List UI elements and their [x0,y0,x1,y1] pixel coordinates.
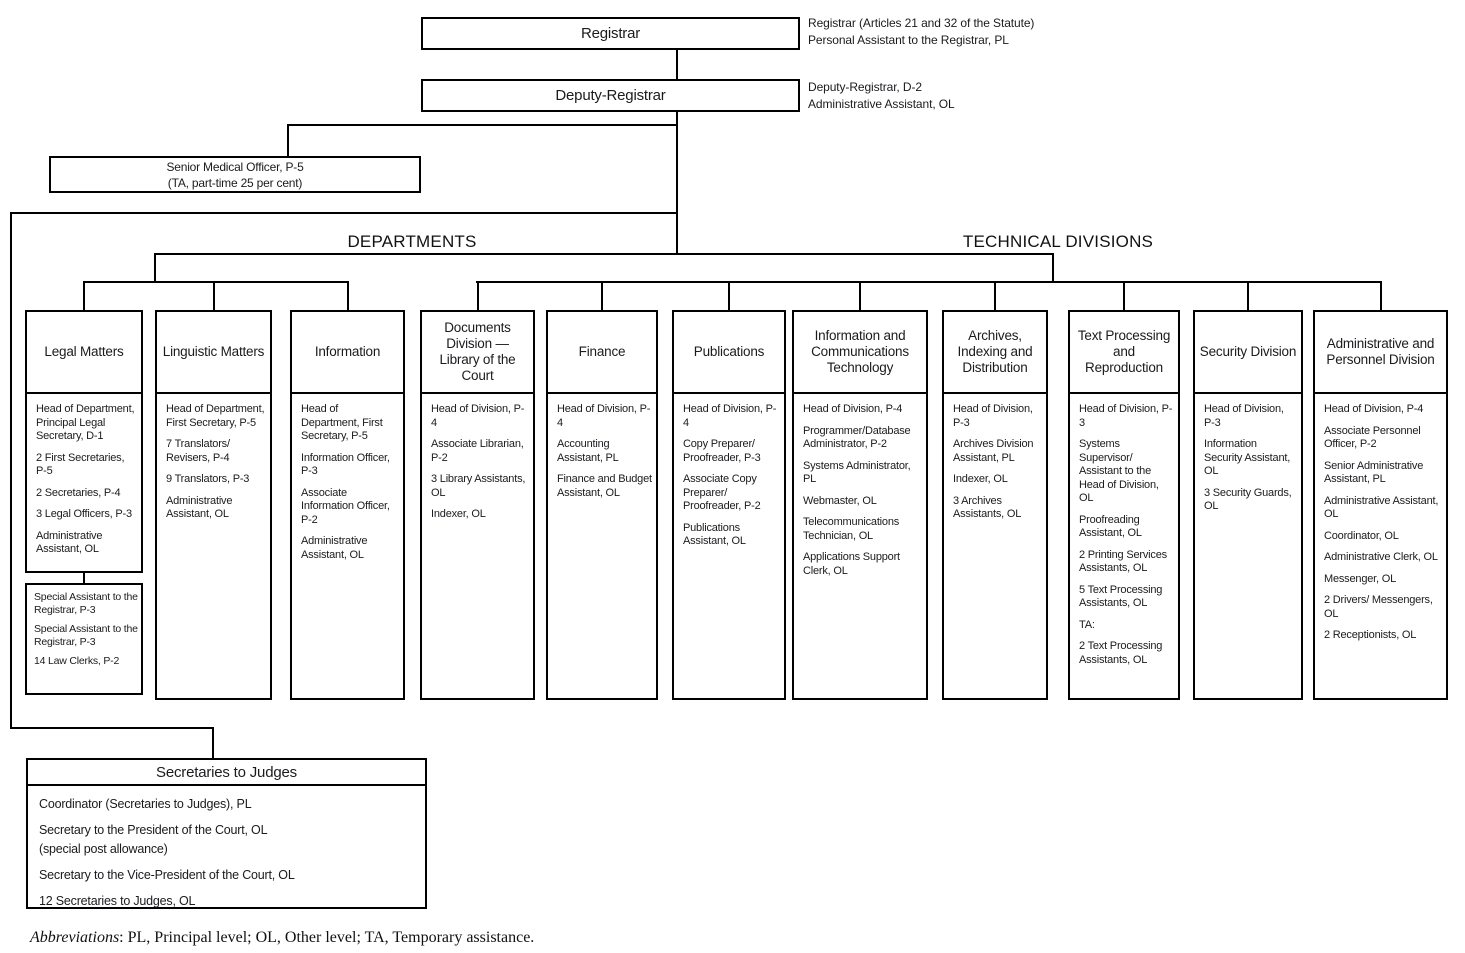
org-unit-staff-list [1315,394,1446,643]
staff-entry: Information Officer, P-3 [301,451,390,477]
secretaries-to-judges-box [26,758,427,909]
connector-technical-drop [1052,253,1054,283]
staff-entry: 2 Secretaries, P-4 [36,486,121,499]
connector-unit-stub [347,281,349,310]
connector-unit-stub [1123,281,1125,310]
org-unit-finance [546,310,658,700]
staff-entry: 2 First Secretaries, P-5 [36,451,125,477]
org-unit-staff-list [1195,394,1301,514]
org-unit-staff-list [1070,394,1178,667]
staff-entry: Accounting Assistant, PL [557,438,619,464]
connector-unit-stub [1247,281,1249,310]
org-unit-staff-list [944,394,1046,522]
staff-entry: Associate Copy Preparer/ Proofreader, P-2 [683,473,761,512]
staff-entry: Administrative Clerk, OL [1324,551,1438,563]
deputy-registrar-box [421,79,800,112]
connector-deputy-main [676,112,678,255]
org-unit-staff-list [27,394,141,557]
deputy-note-line2: Administrative Assistant, OL [808,97,955,111]
org-unit-title: Text Processing and Reproduction [1070,312,1178,394]
org-unit-security-division [1193,310,1303,700]
staff-entry: 3 Archives Assistants, OL [953,494,1022,520]
connector-unit-stub [83,281,85,310]
staff-entry: Administrative Assistant, OL [36,529,103,555]
staff-entry: 2 Receptionists, OL [1324,629,1417,641]
secretaries-staff-list [28,786,425,911]
staff-entry: Administrative Assistant, OL [301,535,368,561]
registrar-label: Registrar [580,25,641,42]
staff-entry: Secretary to the Vice-President of the Court, OL [39,868,295,882]
staff-entry: Information Security Assistant, OL [1204,438,1291,477]
staff-entry: 2 Printing Services Assistants, OL [1079,548,1167,574]
staff-entry: Associate Information Officer, P-2 [301,486,390,526]
staff-entry: Associate Personnel Officer, P-2 [1324,424,1421,450]
staff-entry: Associate Librarian, P-2 [431,438,524,464]
staff-entry: Applications Support Clerk, OL [803,551,900,577]
org-unit-title: Information [292,312,403,394]
staff-entry: Head of Department, First Secretary, P-5 [166,403,265,429]
staff-entry: Head of Division, P-3 [1204,403,1284,429]
staff-entry: Publications Assistant, OL [683,521,746,547]
connector-medical-h [288,124,678,126]
staff-entry: 2 Drivers/ Messengers, OL [1324,594,1433,620]
org-unit-title: Administrative and Personnel Division [1315,312,1446,394]
org-unit-title: Publications [674,312,784,394]
org-unit-staff-list [794,394,926,578]
staff-entry: Telecommunications Technician, OL [803,516,900,542]
staff-entry: Head of Division, P-4 [431,403,525,429]
staff-entry: 9 Translators, P-3 [166,473,250,485]
staff-entry: TA: [1079,618,1095,631]
org-unit-administrative-and-personnel-division [1313,310,1448,700]
staff-entry: Head of Division, P-3 [953,403,1033,429]
staff-entry: Webmaster, OL [803,494,877,507]
staff-entry: Administrative Assistant, OL [1324,494,1439,520]
connector-unit-stub [213,281,215,310]
org-unit-staff-list [548,394,656,500]
abbreviations-label: Abbreviations [30,929,120,946]
connector-departments-rail [83,281,349,283]
org-unit-archives-indexing-and-distribution [942,310,1048,700]
staff-entry: Coordinator (Secretaries to Judges), PL [39,797,252,811]
org-unit-documents-division-library-of-the-court [420,310,535,700]
deputy-registrar-note [808,79,955,113]
departments-heading: DEPARTMENTS [347,232,477,251]
connector-unit-stub [477,281,479,310]
staff-entry: Head of Division, P-4 [683,403,777,429]
registrar-note [808,15,1034,49]
org-unit-information-and-communications-technology [792,310,928,700]
org-unit-legal-matters [25,310,143,573]
org-unit-staff-list [674,394,784,549]
staff-entry: 5 Text Processing Assistants, OL [1079,583,1163,609]
staff-entry: Head of Department, First Secretary, P-5 [301,403,383,442]
staff-entry: Administrative Assistant, OL [166,494,233,520]
staff-entry: 12 Secretaries to Judges, OL [39,894,196,908]
medical-officer-line1: Senior Medical Officer, P-5 [166,159,304,174]
org-unit-title: Finance [548,312,656,394]
staff-entry: Indexer, OL [431,508,486,520]
org-unit-publications [672,310,786,700]
senior-medical-officer-box [49,156,421,193]
connector-secretaries-h [10,727,214,729]
connector-unit-stub [728,281,730,310]
staff-entry: Finance and Budget Assistant, OL [557,473,652,499]
org-unit-staff-list [422,394,533,522]
connector-unit-stub [859,281,861,310]
connector-registrar-deputy [676,50,678,80]
org-unit-attached-staff-list [27,585,141,668]
org-unit-linguistic-matters [155,310,272,700]
registrar-note-line2: Personal Assistant to the Registrar, PL [808,33,1009,47]
connector-unit-stub [994,281,996,310]
medical-officer-line2: (TA, part-time 25 per cent) [167,175,303,190]
secretaries-title: Secretaries to Judges [28,760,425,786]
staff-entry: Indexer, OL [953,473,1008,485]
deputy-note-line1: Deputy-Registrar, D-2 [808,80,922,94]
org-unit-title: Information and Communications Technology [794,312,926,394]
connector-attached-stub [83,573,85,583]
connector-unit-stub [601,281,603,310]
connector-left-trunk-h [10,212,678,214]
staff-entry: 2 Text Processing Assistants, OL [1079,640,1163,666]
abbreviations-footnote [30,929,534,947]
abbreviations-text: : PL, Principal level; OL, Other level; TA, Temporary assistance. [119,929,535,946]
org-unit-title: Archives, Indexing and Distribution [944,312,1046,394]
org-unit-title: Security Division [1195,312,1301,394]
org-unit-legal-matters-attached [25,583,143,695]
deputy-registrar-label: Deputy-Registrar [555,87,666,104]
staff-entry: 3 Legal Officers, P-3 [36,508,132,520]
staff-entry: Special Assistant to the Registrar, P-3 [34,623,138,648]
staff-entry: Senior Administrative Assistant, PL [1324,459,1424,485]
staff-entry: Copy Preparer/ Proofreader, P-3 [683,438,761,464]
staff-entry: Coordinator, OL [1324,529,1399,542]
staff-entry: Archives Division Assistant, PL [953,438,1034,464]
technical-divisions-heading: TECHNICAL DIVISIONS [962,232,1154,251]
staff-entry: Head of Division, P-4 [557,403,651,429]
connector-left-trunk-v [10,212,12,729]
connector-medical-v [287,124,289,156]
registrar-note-line1: Registrar (Articles 21 and 32 of the Statute) [808,16,1035,30]
staff-entry: Messenger, OL [1324,572,1396,585]
staff-entry: Programmer/Database Administrator, P-2 [803,424,911,450]
org-unit-title: Legal Matters [27,312,141,394]
staff-entry: Head of Division, P-4 [803,403,903,415]
staff-entry: Head of Division, P-4 [1324,403,1424,415]
staff-entry: Head of Department, Principal Legal Secretary, D-1 [36,403,135,442]
org-unit-title: Linguistic Matters [157,312,270,394]
staff-entry: Systems Administrator, PL [803,459,911,485]
connector-unit-stub [1380,281,1382,310]
connector-secretaries-v [212,727,214,758]
org-unit-information [290,310,405,700]
org-unit-title: Documents Division — Library of the Court [422,312,533,394]
staff-entry: Special Assistant to the Registrar, P-3 [34,591,138,616]
staff-entry: Head of Division, P-3 [1079,403,1173,429]
staff-entry: 3 Security Guards, OL [1204,486,1292,512]
registrar-box [421,17,800,50]
staff-entry: 14 Law Clerks, P-2 [34,655,120,667]
staff-entry: Secretary to the President of the Court, OL (special post allowance) [39,823,268,856]
staff-entry: 3 Library Assistants, OL [431,473,526,499]
connector-split-h [154,253,1054,255]
staff-entry: Proofreading Assistant, OL [1079,513,1142,539]
org-unit-staff-list [292,394,403,562]
staff-entry: 7 Translators/ Revisers, P-4 [166,438,230,464]
org-unit-staff-list [157,394,270,522]
org-unit-text-processing-and-reproduction [1068,310,1180,700]
staff-entry: Systems Supervisor/ Assistant to the Head of Division, OL [1079,438,1159,504]
connector-departments-drop [154,253,156,283]
